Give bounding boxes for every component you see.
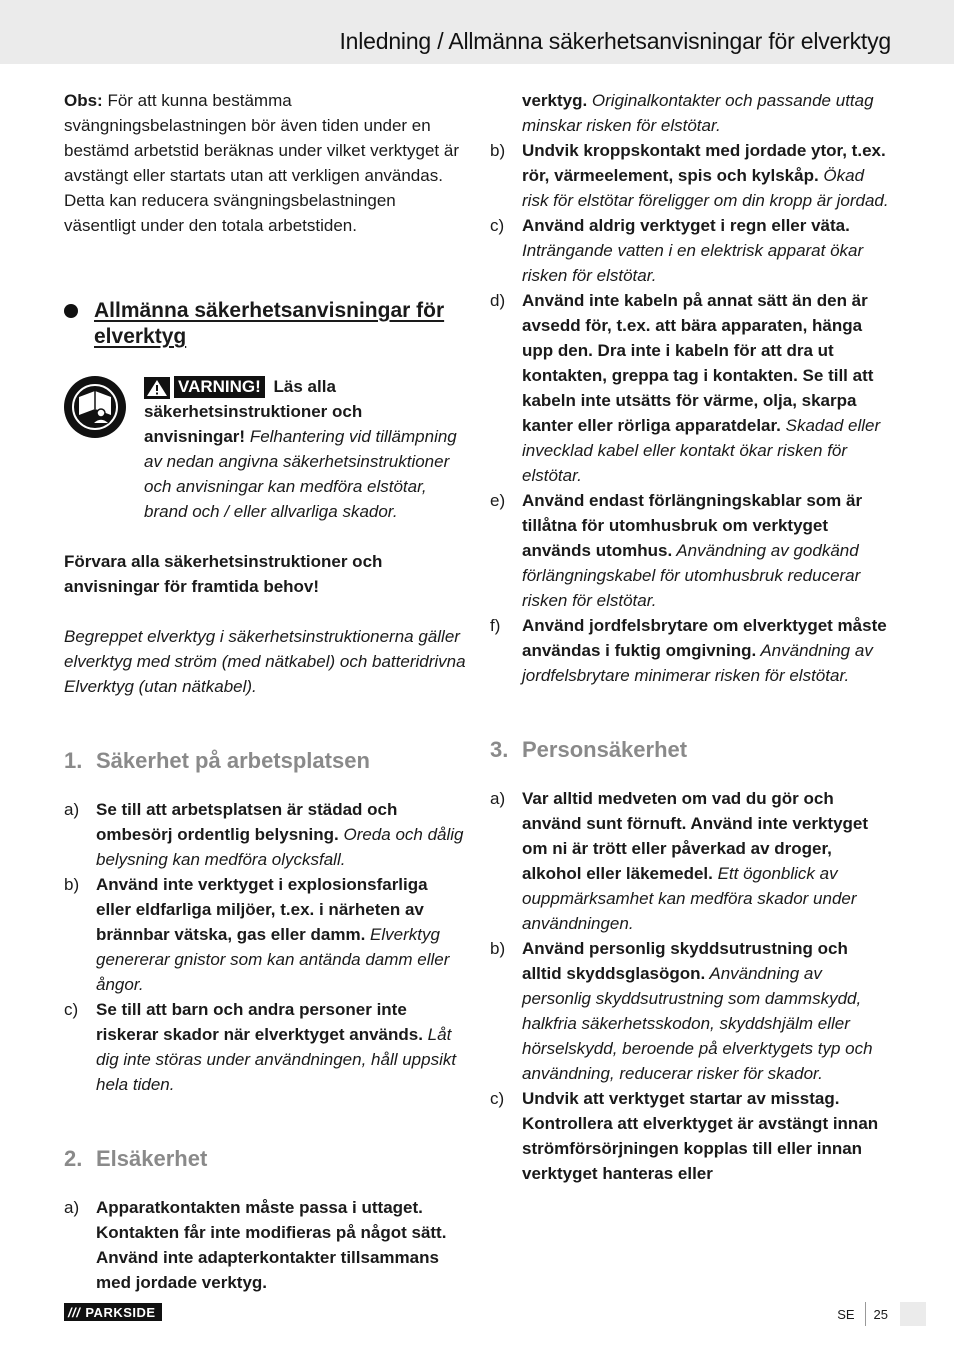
list-item: f) Använd jordfelsbrytare om elverktyget måste användas i fuktig omgivning. Användning av jordfelsbrytare minimerar risken för elstötar.	[490, 616, 887, 685]
list-item: e) Använd endast förlängningskablar som är tillåtna för utomhusbruk om verktyget används utomhus. Användning av godkänd förlängningskabel för utomhusbruk reducerar risken för elstötar.	[490, 491, 863, 610]
list-item-continued: verktyg. Originalkontakter och passande uttag minskar risken för elstötar.	[522, 91, 874, 135]
page-title: Inledning / Allmänna säkerhetsanvisningar för elverktyg	[339, 28, 891, 54]
obs-note	[64, 88, 466, 238]
left-column	[64, 88, 466, 1295]
list-item: b) Undvik kroppskontakt med jordade ytor, t.ex. rör, värmeelement, spis och kylskåp. Ökad risk för elstötar föreligger om din kropp är jordad.	[490, 141, 889, 210]
page-number: 25	[873, 1306, 888, 1322]
page-tab	[900, 1302, 926, 1326]
parkside-logo: /// PARKSIDE	[64, 1303, 162, 1321]
warning-triangle-icon	[144, 377, 170, 399]
list-item: c) Undvik att verktyget startar av misstag. Kontrollera att elverktyget är avstängt innan strömförsörjningen kopplas till eller innan verktyget hanteras eller	[490, 1089, 879, 1183]
section-1-heading: 1. Säkerhet på arbetsplatsen	[64, 748, 370, 773]
language-code: SE	[837, 1306, 855, 1322]
obs-label: Obs:	[64, 91, 103, 110]
list-item: b) Använd personlig skyddsutrustning och alltid skyddsglasögon. Användning av personlig skyddsutrustning som dammskydd, halkfria säkerhetsskodon, skyddshjälm eller hörselskydd, beroende på elverktygets typ och användning, reducerar risker för skador.	[490, 939, 873, 1083]
footer-divider	[865, 1302, 866, 1326]
section-1-items	[64, 797, 466, 1097]
general-safety-heading: Allmänna säkerhetsanvisningar för elverktyg	[64, 298, 466, 350]
warning-label: VARNING!	[174, 376, 265, 398]
list-item: c) Se till att barn och andra personer inte riskerar skador när elverktyget används. Låt dig inte störas under användningen, håll uppsikt hela tiden.	[64, 1000, 457, 1094]
page-footer	[837, 1302, 926, 1326]
section-3-heading: 3. Personsäkerhet	[490, 737, 688, 762]
continued-bold: verktyg.	[522, 91, 588, 110]
keep-instructions: Förvara alla säkerhetsinstruktioner och anvisningar för framtida behov!	[64, 552, 383, 596]
bullet-icon	[64, 304, 78, 318]
list-item: a) Apparatkontakten måste passa i uttaget. Kontakten får inte modifieras på något sätt. Använd inte adapterkontakter tillsammans med jordade verktyg.	[64, 1198, 447, 1292]
list-item: a) Se till att arbetsplatsen är städad och ombesörj ordentlig belysning. Oreda och dålig belysning kan medföra olycksfall.	[64, 800, 464, 869]
list-item: d) Använd inte kabeln på annat sätt än den är avsedd för, t.ex. att bära apparaten, hänga upp den. Dra inte i kabeln för att dra ut kontakten, greppa tag i kontakten. Se till att kabeln inte utsätts för värme, olja, skarpa kanter eller rörliga apparatdelar. Skadad eller invecklad kabel eller kontakt ökar risken för elstötar.	[490, 291, 881, 485]
page-header	[0, 0, 954, 64]
manual-reading-icon	[64, 376, 126, 438]
obs-text: För att kunna bestämma svängningsbelastningen bör även tiden under en bestämd arbetstid beräknas under vilket verktyget är avstängt eller startats utan att verkligen användas. Detta kan reducera svängningsbelastningen väsentligt under den totala arbetstiden.	[64, 91, 459, 235]
warning-block	[64, 374, 466, 524]
power-tool-definition: Begreppet elverktyg i säkerhetsinstruktionerna gäller elverktyg med ström (med nätkabel) och batteridrivna Elverktyg (utan nätkabel).	[64, 627, 466, 696]
list-item: c) Använd aldrig verktyget i regn eller väta. Inträngande vatten i en elektrisk apparat ökar risken för elstötar.	[490, 216, 864, 285]
list-item: b) Använd inte verktyget i explosionsfarliga eller eldfarliga miljöer, t.ex. i närheten av brännbar vätska, gas eller damm. Elverktyg genererar gnistor som kan antända damm eller ångor.	[64, 875, 450, 994]
warning-bold-text: Läs alla säkerhetsinstruktioner och anvisningar!	[144, 377, 363, 446]
list-item: a) Var alltid medveten om vad du gör och använd sunt förnuft. Använd inte verktyget om ni är trött eller påverkad av droger, alkohol eller läkemedel. Ett ögonblick av ouppmärksamhet kan medföra skador under användningen.	[490, 789, 869, 933]
section-2-heading: 2. Elsäkerhet	[64, 1146, 208, 1171]
right-column	[490, 88, 892, 1186]
warning-text: Felhantering vid tillämpning av nedan angivna säkerhetsinstruktioner och anvisningar kan medföra elstötar, brand och / eller allvarliga skador.	[144, 427, 457, 521]
